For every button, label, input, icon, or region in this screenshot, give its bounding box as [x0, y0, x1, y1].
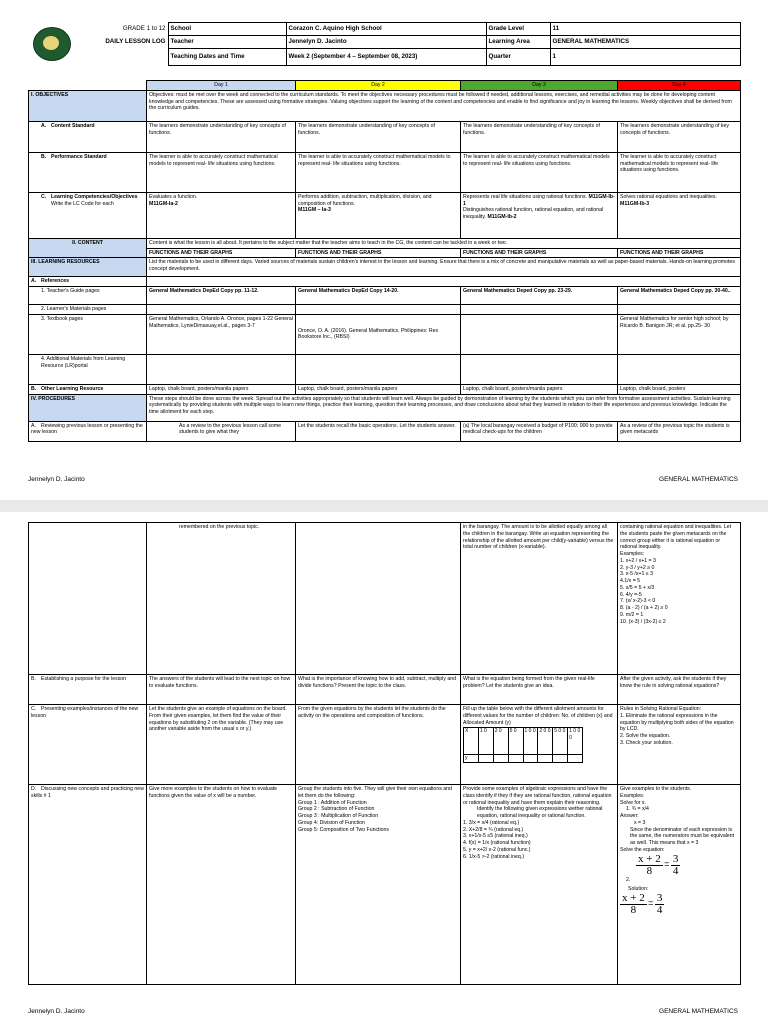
competencies-day-4: Solves rational equations and inequalities. M11GM-Ib-3 — [618, 192, 741, 238]
rule-item: 1. Eliminate the rational expressions in the equation by multiplying both sides of the equation by LCD. — [620, 712, 734, 733]
references-label: A. References — [29, 277, 147, 287]
allotment-y-cell — [493, 755, 508, 763]
example-item: 5. x/5 = 5 + x/3 — [620, 584, 655, 591]
grade-level-label: Grade Level — [486, 23, 550, 36]
day-1-header: Day 1 — [147, 81, 296, 91]
teachers-guide-label: 1. Teacher's Guide pages — [29, 287, 147, 305]
presenting-day-1: Let the students give an example of equations on the board. From their given examples, let them find the value of their equations by substituting 2 on the variable. (They may use another variable aside from the usual x or y.) — [147, 705, 296, 785]
review-day-1-part-1: As a review to the previous lesson call some students to give what they — [147, 421, 296, 441]
content-standard-label: A. Content Standard — [29, 121, 147, 152]
allotment-y-cell — [478, 755, 493, 763]
discussing-label: D. Discussing new concepts and practicing new skills # 1 — [29, 785, 147, 985]
expression-item: 2. X+2/8 = ¾ (rational eq.) — [463, 826, 524, 833]
review-day-1-part-2: remembered on the previous topic. — [147, 523, 296, 675]
content-text: Content is what the lesson is all about. It pertains to the subject matter that the teacher aims to teach in the CG, the content can be tackled in a week or two. — [147, 238, 741, 248]
quarter-label: Quarter — [486, 49, 550, 66]
additional-materials-label: 4. Additional Materials from Learning Resource (LR)portal — [29, 354, 147, 384]
discussing-day-3: Provide some examples of algebraic expressions and have the class identify if they if they are rational function, rational equation or rational inequality and have them explain their reasoning. Identify the following given expressions wether rational equation, rational inequality or rational function. 1. 3/x = x/4 (rational eq.) 2. X+2/8 = ¾ (rational eq.) 3. x+1/x-5 ≤5 (rational ineq.) 4. f(x) = 1/x (rational function) 5. y = x+2/ x-2 (rational func.) 6. 1/x-5 >-2 (rational ineq.) — [461, 785, 618, 985]
presenting-day-2: From the given equations by the students let the students do the activity on the operations and composition of functions. — [296, 705, 461, 785]
page-separator — [0, 500, 768, 512]
other-resource-day-4: Laptop, chalk board, posters — [618, 384, 741, 394]
competencies-day-3: Represents real life situations using rational functions. M11GM-Ib-1 Distinguishes rational function, rational equation, and rational inequality. M11GM-Ib-2 — [461, 192, 618, 238]
group-item: Group 4: Division of Function — [298, 819, 365, 826]
rule-item: 3. Check your solution. — [620, 739, 673, 746]
example-item: 6. 4/y =-5 — [620, 591, 642, 598]
content-standard-day-2: The learners demonstrate understanding of key concepts of functions. — [296, 121, 461, 152]
learners-materials-label: 2. Learner's Materials pages — [29, 305, 147, 315]
example-item: 7. (x/ x-2)-3 < 0 — [620, 598, 656, 605]
content-topic-day-2: FUNCTIONS AND THEIR GRAPHS — [296, 248, 461, 258]
objectives-label: I. OBJECTIVES — [29, 90, 147, 121]
example-item: 1. x+2 / x+1 = 3 — [620, 557, 656, 564]
other-resource-day-3: Laptop, chalk board, posters/manila papers — [461, 384, 618, 394]
allotment-y-cell — [553, 755, 568, 763]
group-item: Group 1 : Addition of Function — [298, 799, 367, 806]
content-topic-day-1: FUNCTIONS AND THEIR GRAPHS — [147, 248, 296, 258]
review-day-2: Let the students recall the basic operations. Let the students answer. — [296, 421, 461, 441]
other-resource-day-1: Laptop, chalk board, posters/manila papers — [147, 384, 296, 394]
allotment-x-cell: 5 0 0 — [553, 728, 568, 755]
example-item: 8. (a - 2) / (a + 2) ≥ 0 — [620, 605, 668, 611]
allotment-x-cell: 1 0 — [478, 728, 493, 755]
grade-text: GRADE 1 to 12 — [122, 25, 166, 33]
example-item: 10. (x-3) / (3x-2) ≤ 2 — [620, 618, 666, 625]
procedures-text: These steps should be done across the week. Spread out the activities appropriately so that students will learn well. Always be guided by demonstration of learning by the students which you can infer from formative assessment activities. Sustain learning systematically by providing students with multiple ways to learn new things, practice their learning, question their learning processes, and draw conclusions about what they learned in relation to their life experiences and previous knowledge. Indicate the time allotment for each step. — [147, 394, 741, 421]
teachers-guide-day-4: General Mathematics Deped Copy pp. 30-40.. — [618, 287, 741, 305]
school-value: Corazon C. Aquino High School — [286, 23, 486, 36]
equation-1: $\frac{x + 2}{8}$ = $\frac{3}{4}$ — [638, 852, 679, 877]
allotment-y-cell — [568, 755, 583, 763]
review-label: A. Reviewing previous lesson or presenting the new lesson — [29, 421, 147, 441]
performance-standard-day-3: The learner is able to accurately construct mathematical models to represent real- life situations using functions. — [461, 152, 618, 192]
log-title: DAILY LESSON LOG — [105, 38, 166, 46]
content-standard-day-1: The learners demonstrate understanding of key concepts of functions. — [147, 121, 296, 152]
example-item: 4.1/x = 5 — [620, 578, 641, 584]
footer-subject-p1: GENERAL MATHEMATICS — [659, 476, 738, 483]
grade-level-value: 11 — [550, 23, 740, 36]
allotment-x-cell: 1 0 0 — [523, 728, 538, 755]
allotment-x-label: X — [464, 728, 479, 755]
day-3-header: Day 3 — [461, 81, 618, 91]
textbook-day-4: General Mathematics for senior high school; by Ricardo B. Banigon JR; et al. pp.25- 30 — [618, 314, 741, 354]
competencies-day-2: Performs addition, subtraction, multiplication, division, and composition of functions. M11GM – Ia-3 — [296, 192, 461, 238]
other-resource-label: B. Other Learning Resource — [29, 384, 147, 394]
textbook-label: 3. Textbook pages — [29, 314, 147, 354]
allotment-y-label: y — [464, 755, 479, 763]
discussing-day-4: Give examples to the students. Examples: Solve for x. 1. ¾ = x/4 Answer: x = 3 Since the denominator of each expression is the same, the numerators must be equivalent as well. This means that x = 3 Solve the equation: $\frac{x + 2}{8}$ = $\frac{3}{4}$ 2. Solution: $\frac{x + 2}{8}$ = $\frac{3}{4}$ — [618, 785, 741, 985]
review-day-4-part-1: As a review of the previous topic the students is given metacards — [618, 421, 741, 441]
footer-author-p1: Jennelyn D. Jacinto — [28, 476, 85, 483]
purpose-day-2: What is the importance of knowing how to add, subtract, multiply and divide functions? Present the topic to the class. — [296, 675, 461, 705]
content-topic-day-3: FUNCTIONS AND THEIR GRAPHS — [461, 248, 618, 258]
groups-list — [298, 800, 458, 834]
allotment-y-cell — [538, 755, 553, 763]
textbook-day-2: Oronce, O. A. (2016). General Mathematics. Philippines: Rex Bookstore Inc., (RBSI) — [296, 314, 461, 354]
rules-list — [620, 713, 738, 747]
presenting-label: C. Presenting examples/instances of the new lesson — [29, 705, 147, 785]
group-item: Group 5: Composition of Two Functions — [298, 826, 390, 833]
header-table — [28, 22, 741, 66]
allotment-x-cell: 2 0 — [493, 728, 508, 755]
review-day-3-part-2: in the barangay. The amount is to be allotted equally among all the children in the barangay. Write an equation representing the relationship of the allotted amount per child(y-variable) versus the total number of children (x-variable). — [461, 523, 618, 675]
procedures-label: IV. PROCEDURES — [29, 394, 147, 421]
day-4-header: Day 4 — [618, 81, 741, 91]
textbook-day-1: General Mathematics, Orlando A. Oronce, pages 1-22 General Mathematics, LynieDimasuay,et.al., pages 3-7 — [147, 314, 296, 354]
performance-standard-day-2: The learner is able to accurately construct mathematical models to represent real- life situations using functions. — [296, 152, 461, 192]
discussing-day-1: Give more examples to the students on how to evaluate functions given the value of x will be a number. — [147, 785, 296, 985]
expression-item: 1. 3/x = x/4 (rational eq.) — [463, 819, 520, 826]
metacard-examples-list — [620, 558, 738, 626]
allotment-x-cell: 2 0 0 — [538, 728, 553, 755]
teachers-guide-day-3: General Mathematics Deped Copy pp. 23-29. — [461, 287, 618, 305]
allotment-y-cell — [523, 755, 538, 763]
allotment-x-cell: 5 0 — [508, 728, 523, 755]
lesson-table-page-1 — [28, 80, 741, 442]
footer-author-p2: Jennelyn D. Jacinto — [28, 1008, 85, 1015]
page-2 — [0, 512, 768, 1024]
allotment-x-cell: 1 0 0 0 — [568, 728, 583, 755]
deped-seal — [28, 23, 76, 66]
footer-subject-p2: GENERAL MATHEMATICS — [659, 1008, 738, 1015]
lesson-table-page-2 — [28, 522, 741, 985]
competencies-label: C. Learning Competencies/Objectives Write the LC Code for each — [29, 192, 147, 238]
resources-text: List the materials to be used in different days. Varied sources of materials sustain children's interest in the lesson and learning. Ensure that there is a mix of concrete and manipulative materials as well as paper-based materials. Hands-on learning promotes concept development. — [147, 258, 741, 277]
quarter-value: 1 — [550, 49, 740, 66]
other-resource-day-2: Laptop, chalk board, posters/manila papers — [296, 384, 461, 394]
content-standard-day-4: The learners demonstrate understanding of key concepts of functions. — [618, 121, 741, 152]
example-item: 2. y-3 / y+2 ≥ 0 — [620, 564, 655, 571]
page-1 — [0, 0, 768, 500]
resources-label: III. LEARNING RESOURCES — [29, 258, 147, 277]
discussing-day-2: Group the students into five. They will give their own equations and let them do the following: Group 1 : Addition of Function Group 2 : Subtraction of Function Group 3 : Multiplication of Function Group 4: Division of Function Group 5: Composition of Two Functions — [296, 785, 461, 985]
objectives-text: Objectives: must be met over the week and connected to the curriculum standards. To meet the objectives necessary procedures must be followed if needed, additional lessons, exercises, and remedial activities may be done for developing content knowledge and competencies. These are assessed using formative strategies. Valuing objectives support the learning of the content and competencies and enable to find significance and joy in learning the lessons. Weekly objectives shall be derived from the curriculum guides. — [147, 90, 741, 121]
purpose-day-4: After the given activity, ask the students if they know the rule in solving rational equations? — [618, 675, 741, 705]
review-day-3-part-1: (a) The local barangay received a budget of P100; 000 to provide medical check-ups for the children — [461, 421, 618, 441]
expression-item: 3. x+1/x-5 ≤5 (rational ineq.) — [463, 833, 528, 840]
group-item: Group 3 : Multiplication of Function — [298, 813, 379, 819]
group-item: Group 2 : Subtraction of Function — [298, 806, 375, 813]
presenting-day-3: Fill up the table below with the different allotment amounts for different values for the number of children: No. of children (x) and Allocated Amount (y) X 1 0 2 0 5 0 1 0 0 2 0 0 5 0 0 1 0 0 0 y — [461, 705, 618, 785]
learning-area-label: Learning Area — [486, 36, 550, 49]
expression-item: 6. 1/x-5 >-2 (rational ineq.) — [463, 853, 524, 860]
allotment-y-cell — [508, 755, 523, 763]
day-2-header: Day 2 — [296, 81, 461, 91]
purpose-label: B. Establishing a purpose for the lesson — [29, 675, 147, 705]
teacher-value: Jennelyn D. Jacinto — [286, 36, 486, 49]
rule-item: 2. Solve the equation. — [620, 733, 671, 739]
seal-icon — [33, 27, 71, 61]
textbook-day-3 — [461, 314, 618, 354]
expression-item: 4. f(x) = 1/x (rational function) — [463, 840, 531, 846]
content-label: II. CONTENT — [29, 238, 147, 258]
presenting-day-4: Rules in Solving Rational Equation: 1. Eliminate the rational expressions in the equation by multiplying both sides of the equation by LCD. 2. Solve the equation. 3. Check your solution. — [618, 705, 741, 785]
review-day-4-part-2: containing rational equation and inequalities. Let the students paste the given metacards on the correct group either it is rational equation or rational inequality. Examples: 1. x+2 / x+1 = 3 2. y-3 / y+2 ≥ 0 3. x-5 /x+1 ≤ 3 4.1/x = 5 5. x/5 = 5 + x/3 6. 4/y =-5 7. (x/ x-2)-3 < 0 8. (a - 2) / (a + 2) ≥ 0 9. m/2 = 1 10. (x-3) / (3x-2) ≤ 2 — [618, 523, 741, 675]
performance-standard-label: B. Performance Standard — [29, 152, 147, 192]
expressions-list — [463, 820, 615, 861]
performance-standard-day-1: The learner is able to accurately construct mathematical models to represent real- life situations using functions. — [147, 152, 296, 192]
dates-label: Teaching Dates and Time — [168, 49, 286, 66]
purpose-day-1: The answers of the students will lead to the next topic on how to evaluate functions. — [147, 675, 296, 705]
competencies-day-1: Evaluates a function. M11GM-Ia-2 — [147, 192, 296, 238]
content-standard-day-3: The learners demonstrate understanding of key concepts of functions. — [461, 121, 618, 152]
teachers-guide-day-1: General Mathematics DepEd Copy pp. 11-12. — [147, 287, 296, 305]
equation-2: $\frac{x + 2}{8}$ = $\frac{3}{4}$ — [622, 892, 663, 916]
example-item: 3. x-5 /x+1 ≤ 3 — [620, 571, 653, 578]
expression-item: 5. y = x+2/ x-2 (rational func.) — [463, 846, 531, 853]
teachers-guide-day-2: General Mathematics DepEd Copy 14-20. — [296, 287, 461, 305]
teacher-label: Teacher — [168, 36, 286, 49]
content-topic-day-4: FUNCTIONS AND THEIR GRAPHS — [618, 248, 741, 258]
allotment-table — [463, 727, 583, 763]
learning-area-value: GENERAL MATHEMATICS — [550, 36, 740, 49]
school-label: School — [168, 23, 286, 36]
dates-value: Week 2 (September 4 – September 08, 2023) — [286, 49, 486, 66]
example-item: 9. m/2 = 1 — [620, 611, 644, 618]
purpose-day-3: What is the equation being formed from the given real-life problem? Let the students give an idea. — [461, 675, 618, 705]
performance-standard-day-4: The learner is able to accurately construct mathematical models to represent real- life situations using functions. — [618, 152, 741, 192]
